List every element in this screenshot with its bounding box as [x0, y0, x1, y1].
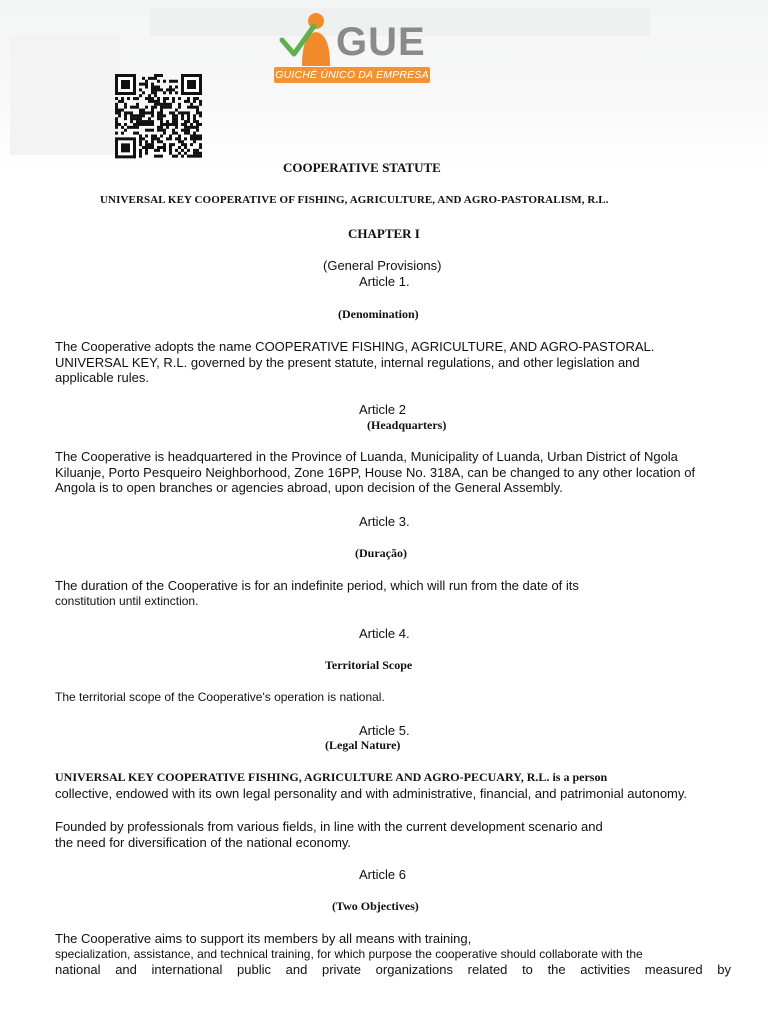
- text-line: specialization, assistance, and technical training, for which purpose the cooperative should collaborate with the: [55, 946, 643, 961]
- text-line: Founded by professionals from various fields, in line with the current development scenario and: [55, 819, 603, 834]
- article-1-heading: (Denomination): [338, 307, 419, 321]
- article-3-heading: (Duração): [355, 546, 407, 560]
- text-line: The duration of the Cooperative is for an indefinite period, which will run from the date of its: [55, 578, 579, 593]
- article-2-body: [55, 449, 731, 496]
- text-line: The Cooperative aims to support its members by all means with training,: [55, 931, 472, 946]
- article-5-number: Article 5.: [359, 723, 410, 738]
- article-2-heading: (Headquarters): [367, 418, 447, 432]
- text-line: The territorial scope of the Cooperative's operation is national.: [55, 690, 385, 704]
- article-2-number: Article 2: [359, 402, 406, 417]
- text-line: applicable rules.: [55, 370, 149, 385]
- article-6-body: [55, 931, 731, 978]
- article-5-body-2: [55, 819, 731, 850]
- article-3-number: Article 3.: [359, 514, 410, 529]
- text-line: UNIVERSAL KEY, R.L. governed by the present statute, internal regulations, and other legislation and: [55, 354, 640, 370]
- scan-shadow-left: [10, 35, 120, 155]
- article-5-heading: (Legal Nature): [325, 738, 401, 752]
- text-line: The Cooperative adopts the name COOPERATIVE FISHING, AGRICULTURE, AND AGRO-PASTORAL.: [55, 339, 655, 354]
- article-5-lead: UNIVERSAL KEY COOPERATIVE FISHING, AGRICULTURE AND AGRO-PECUARY, R.L. is a person: [55, 770, 608, 784]
- text-line: constitution until extinction.: [55, 593, 199, 608]
- article-1-number: Article 1.: [359, 274, 410, 289]
- article-3-body: [55, 578, 731, 609]
- text-line: The Cooperative is headquartered in the Province of Luanda, Municipality of Luanda, Urban District of Ngola: [55, 449, 678, 464]
- article-4-number: Article 4.: [359, 626, 410, 641]
- document-subtitle: UNIVERSAL KEY COOPERATIVE OF FISHING, AGRICULTURE, AND AGRO-PASTORALISM, R.L.: [100, 194, 609, 206]
- chapter-subtitle: (General Provisions): [323, 258, 442, 273]
- text-line: the need for diversification of the national economy.: [55, 834, 352, 850]
- text-line: national and international public and private organizations related to the activities measured by: [55, 962, 731, 977]
- chapter-heading: CHAPTER I: [348, 226, 420, 241]
- article-4-body: [55, 690, 731, 706]
- article-1-body: [55, 339, 731, 386]
- logo-tagline: GUICHÉ ÚNICO DA EMPRESA: [275, 69, 429, 81]
- text-line: Kiluanje, Porto Pesqueiro Neighborhood, Zone 16PP, House No. 318A, can be changed to any other location of: [55, 464, 696, 480]
- text-line: Angola is to open branches or agencies abroad, upon decision of the General Assembly.: [55, 480, 563, 495]
- article-5-body: [55, 786, 731, 802]
- article-4-heading: Territorial Scope: [325, 658, 413, 672]
- article-6-heading: (Two Objectives): [332, 899, 419, 913]
- qr-code-icon: [113, 73, 205, 160]
- text-line: collective, endowed with its own legal personality and with administrative, financial, and patrimonial autonomy.: [55, 786, 688, 801]
- article-6-number: Article 6: [359, 867, 406, 882]
- logo-wordmark: GUE: [336, 20, 426, 64]
- document-title: COOPERATIVE STATUTE: [283, 160, 441, 175]
